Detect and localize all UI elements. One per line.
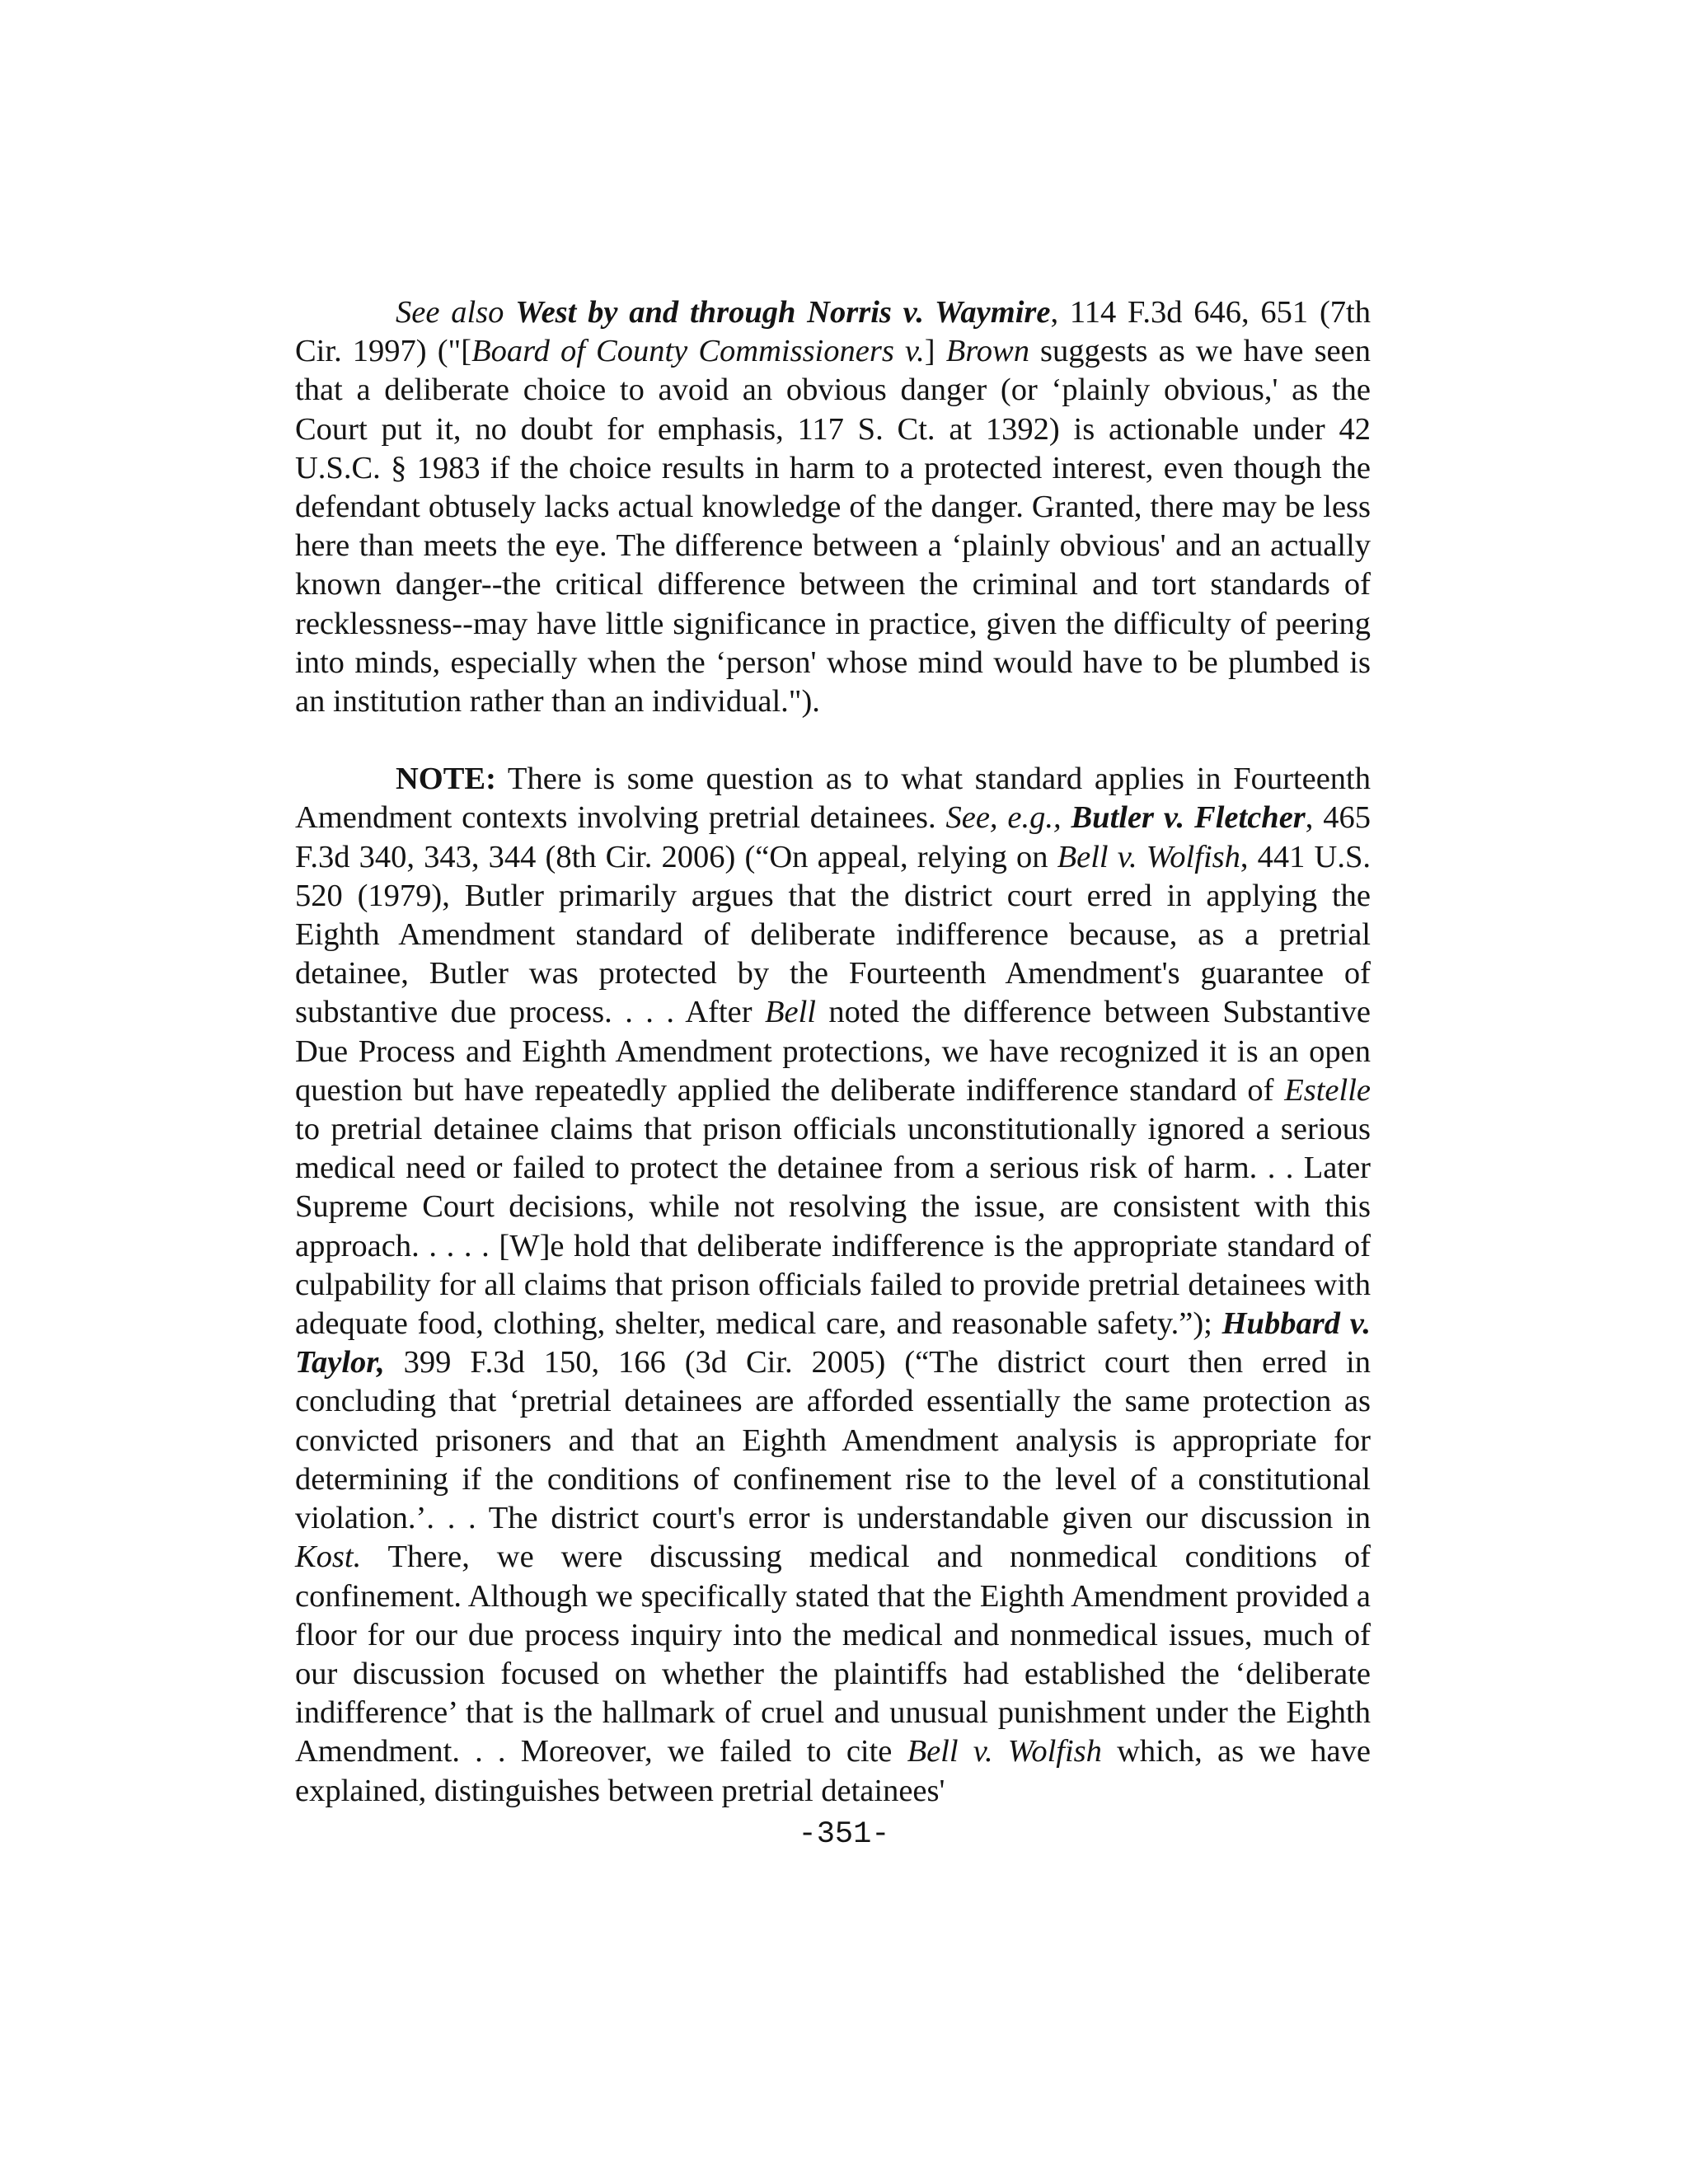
- signal-see-eg: See, e.g.,: [945, 800, 1062, 836]
- note-text-7: 399 F.3d 150, 166 (3d Cir. 2005) (“The district court then erred in concluding that ‘pretrial detainees are afforded essentially the same protection as convicted prisoners and that an Eighth Amendment analysis is appropriate for determining if the conditions of confinement rise to the level of a constitutional violation.’. . . The district court's error is understandable given our discussion in: [295, 1345, 1371, 1536]
- case-name-board-of-county-commissioners: Board of County Commissioners v.: [471, 334, 925, 369]
- paragraph-note: [295, 760, 1371, 1810]
- note-text-9: which, as we have explained, distinguishes between pretrial detainees': [295, 1734, 1371, 1808]
- bracket-close: ]: [924, 334, 946, 369]
- note-label: NOTE:: [396, 762, 496, 797]
- case-name-estelle: Estelle: [1284, 1072, 1371, 1108]
- note-text-6: to pretrial detainee claims that prison officials unconstitutionally ignored a serious medical need or failed to protect the detainee from a serious risk of harm. . . Later Supreme Court decisions, while not resolving the issue, are consistent with this approach. . . . . [W]e hold that deliberate indifference is the appropriate standard of culpability for all claims that prison officials failed to provide pretrial detainees with adequate food, clothing, shelter, medical care, and reasonable safety.”);: [295, 1112, 1371, 1342]
- case-name-kost: Kost.: [295, 1540, 362, 1575]
- case-name-brown: Brown: [945, 334, 1029, 369]
- note-text-5: noted the difference between Substantive Due Process and Eighth Amendment protections, we have recognized it is an open question but have repeatedly applied the deliberate indifference standard of: [295, 995, 1372, 1108]
- citation-west: , 114 F.3d 646, 651 (7th Cir. 1997) ("[: [295, 295, 1371, 369]
- page-number: -351-: [798, 1817, 890, 1852]
- paragraph-see-also: [295, 293, 1371, 721]
- case-name-bell-v-wolfish: Bell v. Wolfish: [1057, 839, 1240, 874]
- note-text-8: There, we were discussing medical and nonmedical conditions of confinement. Although we specifically stated that the Eighth Amendment provided a floor for our due process inquiry into the medical and nonmedical issues, much of our discussion focused on whether the plaintiffs had established the ‘deliberate indifference’ that is the hallmark of cruel and unusual punishment under the Eighth Amendment. . . Moreover, we failed to cite: [295, 1540, 1371, 1769]
- case-name-west-v-waymire: West by and through Norris v. Waymire: [515, 295, 1051, 330]
- note-text-3: , 465 F.3d 340, 343, 344 (8th Cir. 2006) (“On appeal, relying on: [295, 800, 1371, 874]
- note-text-2: [1062, 800, 1071, 835]
- note-text-1: There is some question as to what standard applies in Fourteenth Amendment contexts involving pretrial detainees.: [295, 762, 1371, 836]
- note-text-4: , 441 U.S. 520 (1979), Butler primarily argues that the district court erred in applying the Eighth Amendment standard of deliberate indifference because, as a pretrial detainee, Butler was protected by the Fourteenth Amendment's guarantee of substantive due process. . . . After: [295, 839, 1371, 1030]
- quotation-west: suggests as we have seen that a deliberate choice to avoid an obvious danger (or ‘plainly obvious,' as the Court put it, no doubt for emphasis, 117 S. Ct. at 1392) is actionable under 42 U.S.C. § 1983 if the choice results in harm to a protected interest, even though the defendant obtusely lacks actual knowledge of the danger. Granted, there may be less here than meets the eye. The difference between a ‘plainly obvious' and an actually known danger--the critical difference between the criminal and tort standards of recklessness--may have little significance in practice, given the difficulty of peering into minds, especially when the ‘person' whose mind would have to be plumbed is an institution rather than an individual.").: [295, 334, 1371, 719]
- body-text: [295, 293, 1371, 1811]
- case-name-hubbard-v-taylor: Hubbard v. Taylor,: [295, 1306, 1371, 1380]
- case-name-bell-v-wolfish-2: Bell v. Wolfish: [907, 1734, 1102, 1769]
- case-name-butler-v-fletcher: Butler v. Fletcher: [1071, 800, 1306, 836]
- signal-see-also: See also: [396, 295, 504, 330]
- case-name-bell: Bell: [764, 995, 816, 1030]
